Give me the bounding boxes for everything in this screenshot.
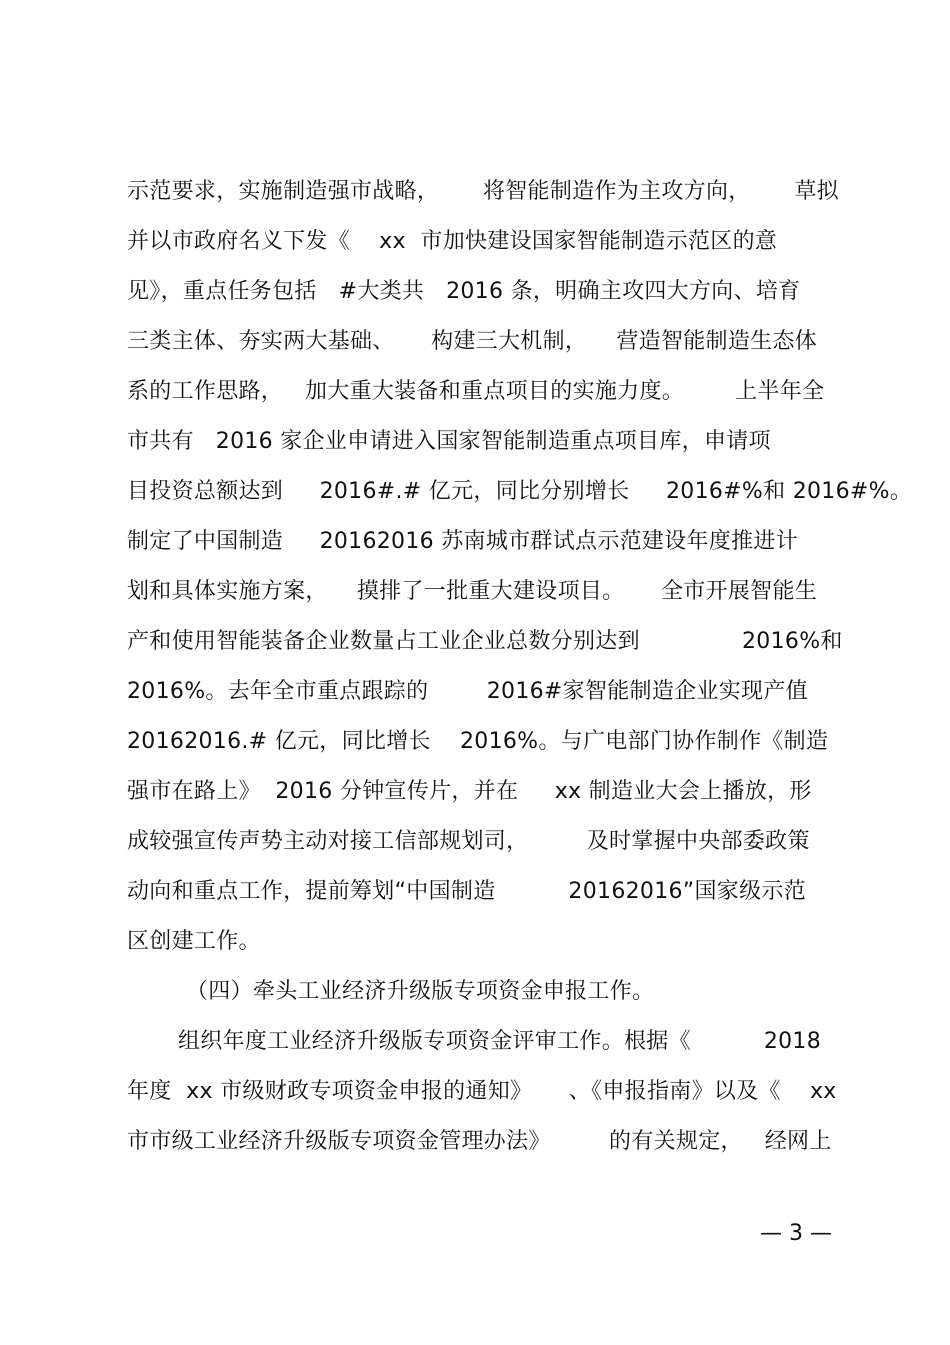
section-heading: （四）牵头工业经济升级版专项资金申报工作。 — [186, 979, 655, 1004]
body-text-line-1: 示范要求，实施制造强市战略， 将智能制造作为主攻方向， 草拟 — [127, 179, 839, 204]
body-text-line-10: 产和使用智能装备企业数量占工业企业总数分别达到 2016%和 — [127, 629, 843, 654]
body-text-line-11: 2016%。去年全市重点跟踪的 2016#家智能制造企业实现产值 — [127, 679, 808, 704]
body-text-line-12: 20162016.# 亿元，同比增长 2016%。与广电部门协作制作《制造 — [127, 729, 829, 754]
body-text-line-15: 动向和重点工作，提前筹划“中国制造 20162016”国家级示范 — [127, 879, 807, 904]
body-text-line-2: 并以市政府名义下发《 xx 市加快建设国家智能制造示范区的意 — [127, 229, 778, 254]
body-text-line-7: 目投资总额达到 2016#.# 亿元，同比分别增长 2016#%和 2016#%。 — [127, 479, 913, 504]
body-text-line-8: 制定了中国制造 20162016 苏南城市群试点示范建设年度推进计 — [127, 529, 799, 554]
paragraph2-line-2: 年度 xx 市级财政专项资金申报的通知》 、《申报指南》以及《 xx — [127, 1079, 837, 1104]
body-text-line-5: 系的工作思路， 加大重大装备和重点项目的实施力度。 上半年全 — [127, 379, 825, 404]
paragraph2-line-1: 组织年度工业经济升级版专项资金评审工作。根据《 2018 — [178, 1029, 822, 1054]
body-text-line-4: 三类主体、夯实两大基础、 构建三大机制， 营造智能制造生态体 — [127, 329, 818, 354]
body-text-line-14: 成较强宣传声势主动对接工信部规划司， 及时掌握中央部委政策 — [127, 829, 810, 854]
body-text-line-9: 划和具体实施方案， 摸排了一批重大建设项目。 全市开展智能生 — [127, 579, 818, 604]
paragraph2-line-3: 市市级工业经济升级版专项资金管理办法》 的有关规定， 经网上 — [127, 1129, 832, 1154]
body-text-line-16: 区创建工作。 — [127, 929, 261, 954]
body-text-line-6: 市共有 2016 家企业申请进入国家智能制造重点项目库，申请项 — [127, 429, 771, 454]
body-text-line-3: 见》，重点任务包括 #大类共 2016 条，明确主攻四大方向、培育 — [127, 279, 801, 304]
body-text-line-13: 强市在路上》 2016 分钟宣传片，并在 xx 制造业大会上播放，形 — [127, 779, 812, 804]
page-number: — 3 — — [760, 1221, 832, 1246]
